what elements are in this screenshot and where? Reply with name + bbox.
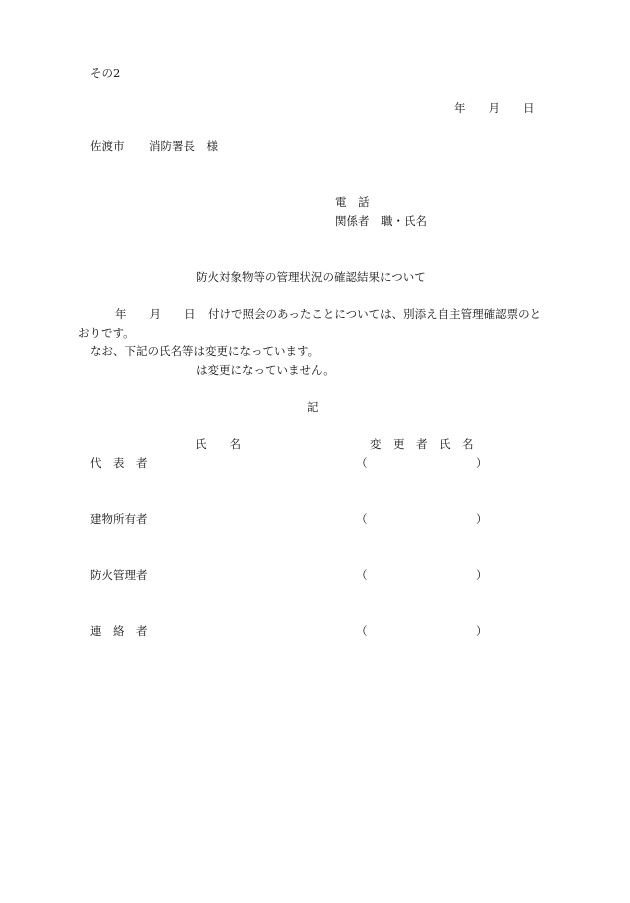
body-line-4: は変更になっていません。 [196, 363, 335, 377]
row-role-contact: 連 絡 者 [90, 624, 148, 638]
row-role-representative: 代 表 者 [90, 456, 148, 470]
row-close-paren: ） [476, 512, 488, 526]
document-title: 防火対象物等の管理状況の確認結果について [196, 270, 426, 284]
body-line-3: なお、下記の氏名等は変更になっています。 [90, 344, 320, 358]
row-open-paren: （ [356, 568, 368, 582]
row-role-fire-manager: 防火管理者 [90, 568, 148, 582]
row-open-paren: （ [356, 456, 368, 470]
row-open-paren: （ [356, 512, 368, 526]
person-label: 関係者 職・氏名 [335, 214, 427, 228]
row-close-paren: ） [476, 456, 488, 470]
column-header-name: 氏 名 [195, 437, 241, 451]
row-role-building-owner: 建物所有者 [90, 512, 148, 526]
body-date: 年 月 日 [115, 307, 196, 321]
column-header-changed-name: 変 更 者 氏 名 [370, 437, 474, 451]
row-open-paren: （ [356, 624, 368, 638]
addressee-city: 佐渡市 [90, 139, 125, 153]
row-close-paren: ） [476, 624, 488, 638]
form-number: その2 [90, 66, 121, 80]
body-line-1: 付けで照会のあったことについては、別添え自主管理確認票のと [208, 307, 542, 321]
phone-label: 電 話 [335, 195, 370, 209]
addressee-title: 消防署長 様 [149, 139, 218, 153]
body-line-2: おりです。 [78, 326, 135, 340]
date-line: 年 月 日 [454, 101, 535, 115]
ki-label: 記 [307, 400, 319, 414]
row-close-paren: ） [476, 568, 488, 582]
